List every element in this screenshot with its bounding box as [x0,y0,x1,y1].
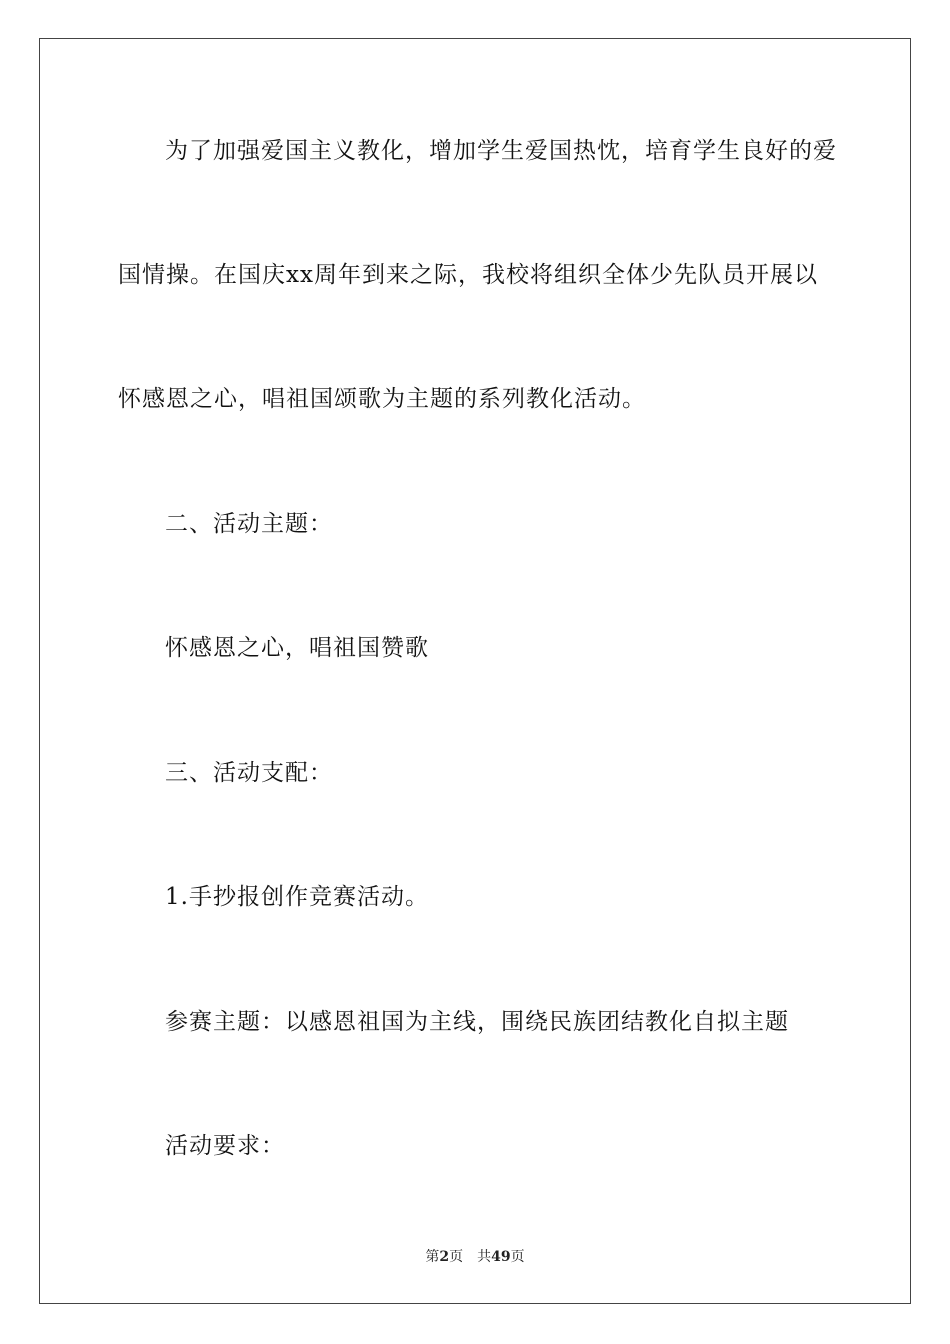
paragraph-line-1: 为了加强爱国主义教化，增加学生爱国热忱，培育学生良好的爱 [165,138,837,164]
footer-total-prefix: 共 [477,1249,492,1265]
footer-total-pages: 49 [491,1249,511,1265]
page-border [39,38,911,1304]
section-heading-theme: 二、活动主题： [165,511,333,537]
footer-page-number: 2 [439,1249,450,1265]
list-item-1-theme: 参赛主题：以感恩祖国为主线，围绕民族团结教化自拟主题 [165,1009,789,1035]
page-footer [0,1248,950,1266]
list-item-1-requirements: 活动要求： [165,1133,285,1159]
list-item-1: 1.手抄报创作竞赛活动。 [165,884,429,910]
footer-total-suffix: 页 [510,1249,525,1265]
paragraph-line-2: 国情操。在国庆xx周年到来之际，我校将组织全体少先队员开展以 [118,262,818,288]
footer-page-suffix: 页 [449,1249,464,1265]
footer-page-prefix: 第 [425,1249,440,1265]
section-body-theme: 怀感恩之心，唱祖国赞歌 [165,635,429,661]
paragraph-line-3: 怀感恩之心，唱祖国颂歌为主题的系列教化活动。 [118,386,646,412]
section-heading-arrangement: 三、活动支配： [165,760,333,786]
